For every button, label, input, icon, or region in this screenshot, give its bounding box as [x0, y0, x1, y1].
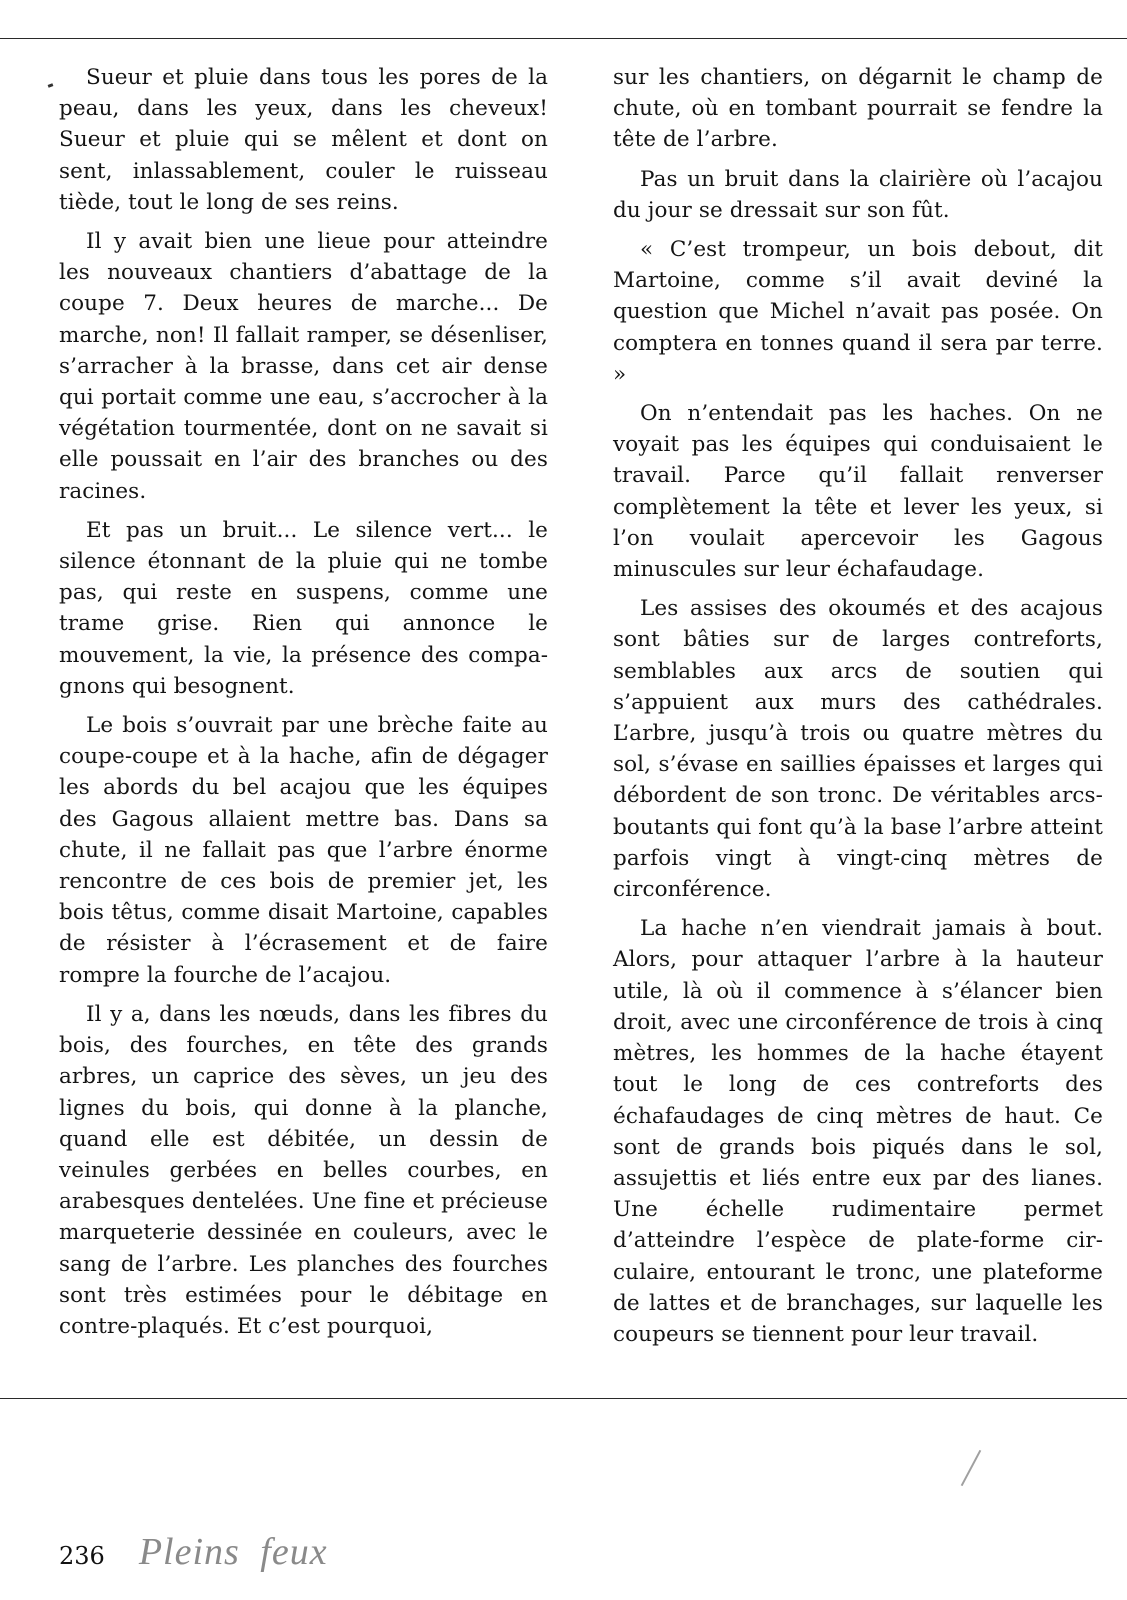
running-title: Pleins feux: [138, 1531, 328, 1573]
page-footer: [59, 1530, 328, 1574]
right-column: [613, 62, 1103, 1358]
top-rule: [0, 38, 1127, 39]
paragraph: Pas un bruit dans la clairière où l’acajou du jour se dressait sur son fût.: [613, 166, 1103, 223]
page-number: 236: [59, 1542, 105, 1570]
paragraph: La hache n’en viendrait jamais à bout. Alors, pour attaquer l’arbre à la hauteur utile, là où il commence à s’élancer bien droit, avec une circonférence de trois à cinq mètres, les hommes de la hache étayent tout le long de ces contreforts des échafaudages de cinq mètres de haut. Ce sont de grands bois piqués dans le sol, assujettis et liés entre eux par des lianes. Une échelle rudimentaire permet d’atteindre l’espèce de plate-forme circulaire, entourant le tronc, une plateforme de lattes et de branchages, sur laquelle les coupeurs se tiennent pour leur travail.: [613, 916, 1103, 1347]
paragraph: On n’entendait pas les haches. On ne voyait pas les équipes qui conduisaient le travail. Parce qu’il fallait renverser complètement la tête et lever les yeux, si l’on voulait apercevoir les Gagous minuscules sur leur échafaudage.: [613, 401, 1103, 583]
paragraph: Le bois s’ouvrait par une brèche faite au coupe-coupe et à la hache, afin de dégager les abords du bel acajou que les équipes des Gagous allaient mettre bas. Dans sa chute, il ne fallait pas que l’arbre énorme rencontre de ces bois de premier jet, les bois têtus, comme disait Martoine, capables de résister à l’écrasement et de faire rompre la fourche de l’acajou.: [59, 713, 548, 988]
paragraph: « C’est trompeur, un bois debout, dit Martoine, comme s’il avait deviné la question que Michel n’avait pas posée. On comptera en tonnes quand il sera par terre. »: [613, 237, 1103, 387]
paragraph: Et pas un bruit... Le silence vert... le silence étonnant de la pluie qui ne tombe pas, qui reste en suspens, comme une trame grise. Rien qui annonce le mouvement, la vie, la présence des compagnons qui besognent.: [59, 517, 548, 699]
paragraph: Il y avait bien une lieue pour atteindre les nouveaux chantiers d’abattage de la coupe 7. Deux heures de marche... De marche, non! Il fallait ramper, se désenliser, s’arracher à la brasse, dans cet air dense qui portait comme une eau, s’accrocher à la végétation tourmentée, dont on ne savait si elle poussait en l’air des branches ou des racines.: [59, 229, 548, 504]
paragraph: sur les chantiers, on dégarnit le champ de chute, où en tombant pourrait se fendre la tête de l’arbre.: [613, 65, 1103, 153]
paragraph: Sueur et pluie dans tous les pores de la peau, dans les yeux, dans les cheveux! Sueur et pluie qui se mêlent et dont on sent, inlassablement, couler le ruisseau tiède, tout le long de ses reins.: [59, 65, 548, 215]
paragraph: Les assises des okoumés et des acajous sont bâties sur de larges contreforts, semblables aux arcs de soutien qui s’appuient aux murs des cathédrales. L’arbre, jusqu’à trois ou quatre mètres du sol, s’évase en saillies épaisses et larges qui débordent de son tronc. De véritables arcs-boutants qui font qu’à la base l’arbre atteint parfois vingt à vingt-cinq mètres de circonférence.: [613, 596, 1103, 903]
pencil-mark: [961, 1450, 982, 1486]
stray-mark: [48, 83, 54, 88]
bottom-rule: [0, 1398, 1127, 1399]
paragraph: Il y a, dans les nœuds, dans les fibres du bois, des fourches, en tête des grands arbres, un caprice des sèves, un jeu des lignes du bois, qui donne à la planche, quand elle est débitée, un dessin de veinules gerbées en belles courbes, en arabesques dentelées. Une fine et précieuse marqueterie dessinée en couleurs, avec le sang de l’arbre. Les planches des fourches sont très estimées pour le débitage en contre-plaqués. Et c’est pourquoi,: [59, 1001, 548, 1339]
left-column: [59, 62, 548, 1350]
